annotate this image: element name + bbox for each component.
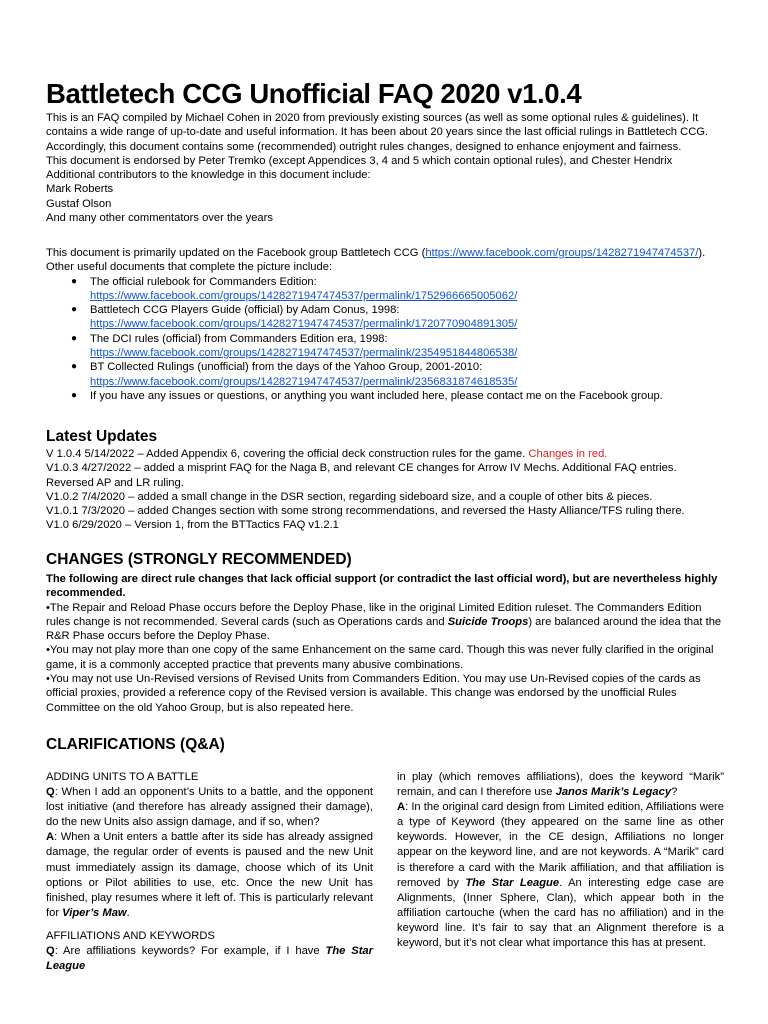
contributor-item: Gustaf Olson [46, 197, 112, 210]
resource-text: Battletech CCG Players Guide (official) by Adam Conus, 1998: [90, 304, 400, 317]
updated-on-text [46, 246, 724, 275]
resources-section [46, 246, 724, 403]
card-name: Janos Marik’s Legacy [555, 786, 672, 799]
bullet-icon: ● [71, 332, 78, 344]
list-item [46, 389, 724, 403]
answer-text: . An interesting edge case are Alignments, (Inner Sphere, Clan), which appear both in the affiliation cartouche (when the card has no affiliation) and in the keyword line. It’s fair to say that an Alignment therefore is a keyword, but it’s not clear what importance this has at present. [397, 876, 724, 950]
intro-section [46, 111, 724, 225]
change-item: •You may not play more than one copy of the same Enhancement on the same card. Though this was never fully clarified in the original game, it is a commonly accepted practice that prevents many abusive combinations. [46, 644, 714, 671]
version-text: V 1.0.4 5/14/2022 – Added Appendix 6, covering the official deck construction rules for the game. [46, 448, 526, 460]
q-label: Q [46, 945, 55, 958]
list-item [46, 332, 724, 361]
contributor-item: Mark Roberts [46, 183, 114, 196]
answer-text: . [126, 906, 130, 919]
change-item: •You may not use Un-Revised versions of Revised Units from Commanders Edition. You may use Un-Revised copies of the cards as official proxies, provided a reference copy of the Revised version is available. This change was endorsed by the unofficial Rules Committee on the old Yahoo Group, but is also repeated here. [46, 673, 701, 714]
version-entry: V1.0.3 4/27/2022 – added a misprint FAQ for the Naga B, and relevant CE changes for Arrow IV Mechs. Additional FAQ entries. Reversed AP and LR ruling. [46, 462, 677, 489]
resource-link[interactable]: https://www.facebook.com/groups/1428271947474537/permalink/1720770904891305/ [90, 318, 518, 331]
change-text: ) are balanced around the idea that the R&R Phase occurs before the Deploy Phase. [46, 615, 722, 643]
endorsement-text: This document is endorsed by Peter Tremko (except Appendices 3, 4 and 5 which contain optional rules), and Chester Hendrix [46, 154, 673, 167]
changes-section [46, 572, 724, 715]
bullet-icon: ● [71, 361, 78, 373]
a-label: A [46, 831, 55, 844]
changes-heading: CHANGES (STRONGLY RECOMMENDED) [46, 551, 352, 568]
resource-text: If you have any issues or questions, or anything you want included here, please contact me on the Facebook group. [90, 389, 663, 402]
list-item [46, 360, 724, 389]
contributors-intro: Additional contributors to the knowledge in this document include: [46, 169, 371, 182]
resource-text: BT Collected Rulings (unofficial) from the days of the Yahoo Group, 2001-2010: [90, 361, 483, 374]
answer-text: : When a Unit enters a battle after its side has already assigned damage, the regular order of events is paused and the new Unit must immediately assign its damage, choose which of its Unit options or Pilot abilities to use, etc. Once the new Unit has finished, play resumes where it left of. This is particularly relevant for [46, 831, 373, 919]
updated-after: ). Other useful documents that complete the picture include: [46, 247, 706, 274]
list-item [46, 275, 724, 304]
list-item [46, 303, 724, 332]
contributor-item: And many other commentators over the years [46, 212, 273, 225]
resource-link[interactable]: https://www.facebook.com/groups/1428271947474537/permalink/2354951844806538/ [90, 347, 518, 360]
question-text: : When I add an opponent’s Units to a battle, and the opponent lost initiative (and therefore has already assigned their damage), do the new Units also assign damage, and if so, when? [46, 786, 373, 829]
question [46, 944, 373, 974]
answer [397, 800, 724, 951]
left-column [46, 770, 373, 974]
bullet-icon: ● [71, 389, 78, 401]
adding-units-subheading: ADDING UNITS TO A BATTLE [46, 771, 199, 783]
version-entry [46, 447, 724, 461]
question-text: ? [671, 786, 678, 799]
updated-before: This document is primarily updated on the Facebook group Battletech CCG ( [46, 247, 426, 259]
answer [46, 830, 373, 921]
card-name: Suicide Troops [447, 615, 529, 628]
q-label: Q [46, 786, 55, 799]
question-text: in play (which removes affiliations), does the keyword “Marik” remain, and can I therefore use [397, 771, 724, 799]
a-label: A [397, 801, 406, 814]
resource-text: The DCI rules (official) from Commanders Edition era, 1998: [90, 332, 388, 345]
card-name: The Star League [46, 945, 373, 973]
bullet-icon: ● [71, 304, 78, 316]
change-text: •The Repair and Reload Phase occurs before the Deploy Phase, like in the original Limited Edition ruleset. The Commanders Edition rules change is not recommended. Several cards (such as Operations cards and [46, 601, 702, 628]
affiliations-subheading: AFFILIATIONS AND KEYWORDS [46, 929, 215, 942]
version-entry: V1.0 6/29/2020 – Version 1, from the BTTactics FAQ v1.2.1 [46, 519, 339, 532]
changes-red-note: Changes in red. [528, 448, 608, 460]
version-entry: V1.0.2 7/4/2020 – added a small change in the DSR section, regarding sideboard size, and a couple of other bits & pieces. [46, 490, 653, 503]
change-item [46, 601, 724, 644]
right-column [397, 770, 724, 951]
resource-link[interactable]: https://www.facebook.com/groups/1428271947474537/permalink/2356831874618535/ [90, 375, 518, 388]
resource-list [46, 275, 724, 404]
intro-paragraph: This is an FAQ compiled by Michael Cohen in 2020 from previously existing sources (as well as some optional rules & guidelines). It contains a wide range of up-to-date and useful information. It has been about 20 years since the last official rulings in Battletech CCG. Accordingly, this document contains some (recommended) outright rules changes, designed to enhance enjoyment and fairness. [46, 112, 709, 153]
question-text: : Are affiliations keywords? For example, if I have [54, 945, 326, 958]
card-name: The Star League [465, 876, 560, 889]
page-title: Battletech CCG Unofficial FAQ 2020 v1.0.4 [46, 78, 582, 109]
clarifications-heading: CLARIFICATIONS (Q&A) [46, 736, 225, 753]
question [46, 785, 373, 830]
question-continued [397, 770, 724, 800]
latest-updates-heading: Latest Updates [46, 428, 158, 445]
changes-lead: The following are direct rule changes that lack official support (or contradict the last official word), but are nevertheless highly recommended. [46, 573, 718, 600]
bullet-icon: ● [71, 275, 78, 287]
resource-link[interactable]: https://www.facebook.com/groups/1428271947474537/permalink/1752966665005062/ [90, 289, 518, 302]
facebook-group-link[interactable]: https://www.facebook.com/groups/1428271947474537/ [425, 247, 699, 259]
latest-updates-section [46, 447, 724, 533]
resource-text: The official rulebook for Commanders Edition: [90, 275, 317, 288]
version-entry: V1.0.1 7/3/2020 – added Changes section with some strong recommendations, and reversed the Hasty Alliance/TFS ruling there. [46, 505, 685, 518]
answer-text: : In the original card design from Limited edition, Affiliations were a type of Keyword (they appeared on the same line as other keywords. However, in the CE design, Affiliations no longer appear on the keyword line, and are not keywords. A “Marik” card is therefore a card with the Marik affiliation, and that affiliation is removed by [397, 801, 724, 889]
card-name: Viper’s Maw [62, 906, 127, 919]
